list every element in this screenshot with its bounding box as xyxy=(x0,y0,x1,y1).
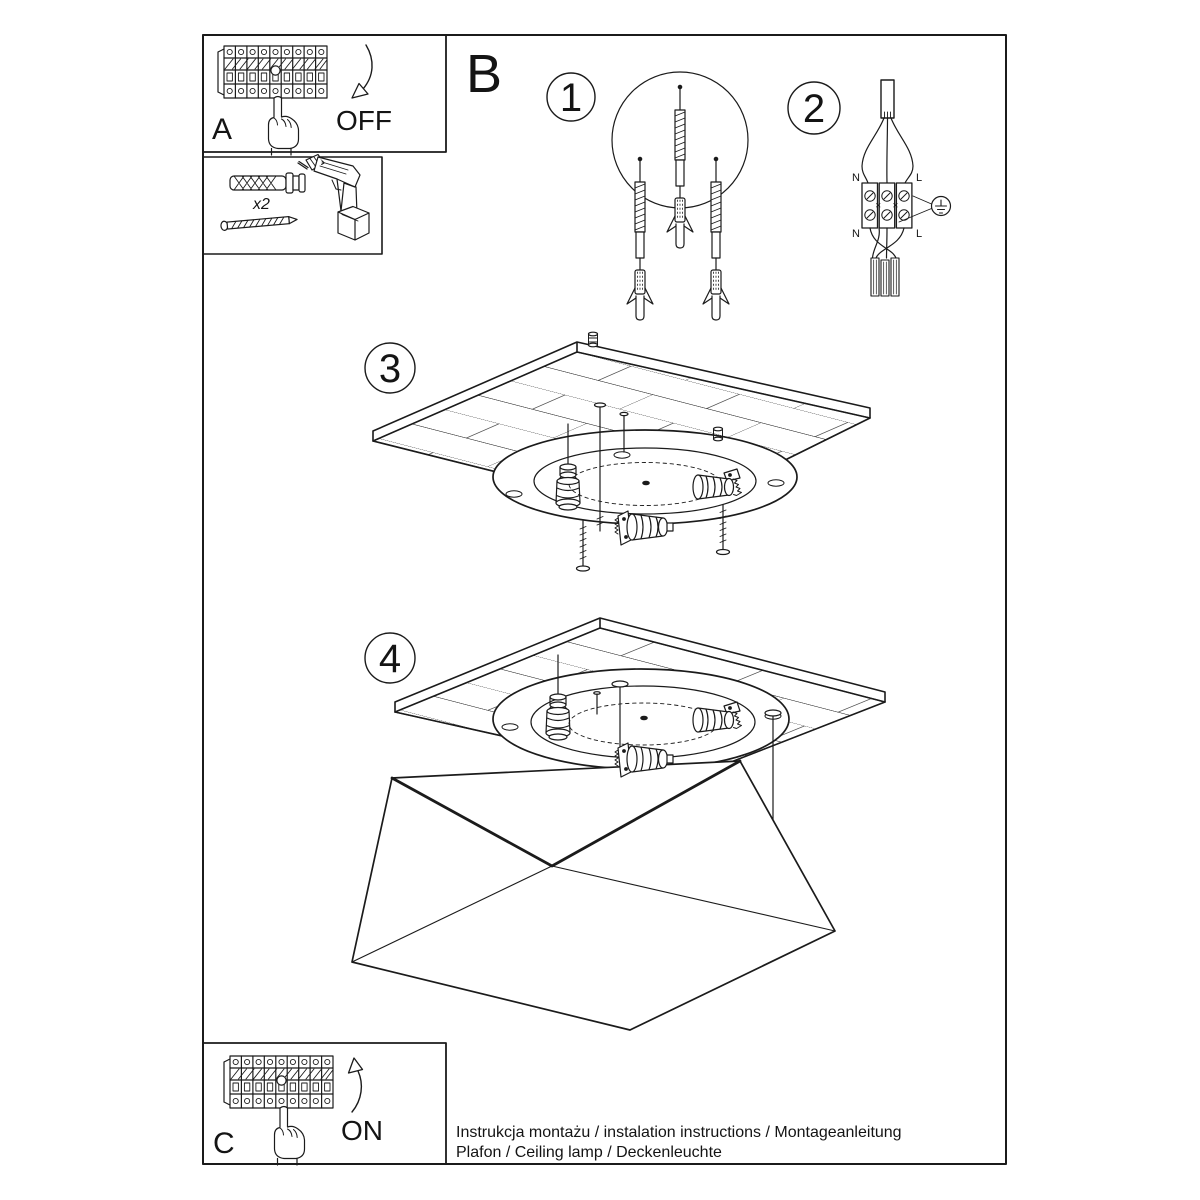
panel-c-label: C xyxy=(213,1127,235,1160)
pointing-hand-icon xyxy=(275,1107,305,1166)
on-label: ON xyxy=(341,1115,383,1146)
quantity-label: x2 xyxy=(253,196,270,213)
step-3-group xyxy=(365,332,870,571)
arrow-up-icon xyxy=(349,1058,363,1112)
screw-icon xyxy=(221,215,298,231)
step-4-number: 4 xyxy=(378,637,402,681)
breaker-panel-illustration xyxy=(224,1056,333,1108)
bolt-icon xyxy=(589,332,598,347)
wall-anchor-icon xyxy=(667,85,693,248)
mounting-screw-icon xyxy=(577,521,590,571)
terminal-block-illustration xyxy=(862,183,912,296)
step-4-group xyxy=(352,618,885,1030)
step-2-group xyxy=(788,80,951,296)
footer-caption xyxy=(456,1124,902,1161)
section-label: B xyxy=(466,44,503,104)
footer-line-2: Plafon / Ceiling lamp / Deckenleuchte xyxy=(456,1144,722,1161)
step-1-number: 1 xyxy=(559,76,583,120)
arrow-down-icon xyxy=(352,45,372,98)
panel-a-label: A xyxy=(212,113,233,146)
hexagon-shade-illustration xyxy=(352,761,835,1030)
power-off-panel xyxy=(203,35,446,155)
wall-anchor-icon xyxy=(703,157,729,320)
terminal-label-top-left: N xyxy=(852,172,860,184)
step-3-number: 3 xyxy=(378,347,402,391)
pointing-hand-icon xyxy=(269,97,299,156)
tools-panel xyxy=(203,155,382,255)
power-on-panel xyxy=(203,1043,446,1165)
off-label: OFF xyxy=(336,105,392,136)
drill-icon xyxy=(298,155,369,241)
terminal-label-top-right: L xyxy=(916,172,923,184)
step-1-group xyxy=(547,72,748,320)
terminal-label-bottom-right: L xyxy=(916,228,923,240)
wall-anchor-icon xyxy=(627,157,653,320)
wall-plug-icon xyxy=(230,173,305,193)
step-2-number: 2 xyxy=(802,87,826,131)
power-cable-illustration xyxy=(862,80,913,183)
breaker-panel-illustration xyxy=(218,46,327,98)
terminal-label-bottom-left: N xyxy=(852,228,860,240)
footer-line-1: Instrukcja montażu / instalation instructions / Montageanleitung xyxy=(456,1124,902,1141)
